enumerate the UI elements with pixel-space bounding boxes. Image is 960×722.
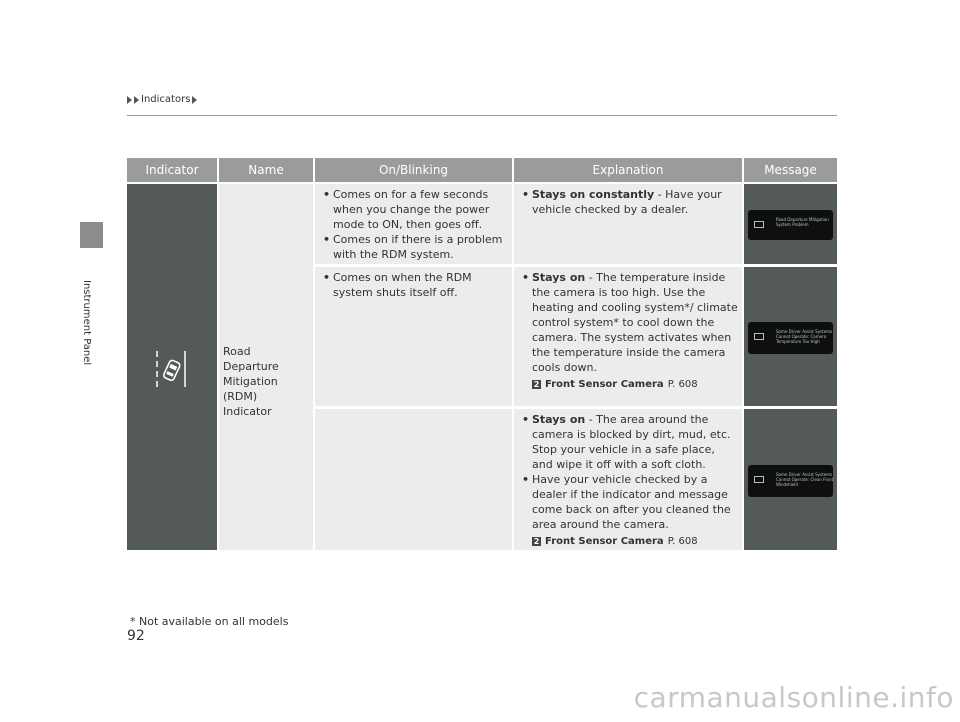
row3-explanation xyxy=(514,409,742,550)
row1-onblink xyxy=(315,184,512,264)
chevron-right-icon xyxy=(134,96,139,104)
message-text: Road Departure Mitigation System Problem xyxy=(776,217,829,227)
list-item xyxy=(518,187,738,217)
section-tab xyxy=(80,222,103,248)
list-item: • Comes on when the RDM system shuts itself off. xyxy=(319,270,508,300)
row2-onblink xyxy=(315,267,512,406)
list-item: • Comes on for a few seconds when you change the power mode to ON, then goes off. xyxy=(319,187,508,232)
expl-bold: Stays on xyxy=(532,413,586,426)
message-text: Some Driver Assist Systems Cannot Operate: Camera Temperature Too High xyxy=(776,329,833,344)
breadcrumb-label: Indicators xyxy=(141,94,191,105)
list-item xyxy=(518,270,738,392)
row1-explanation xyxy=(514,184,742,264)
indicator-name: Road Departure Mitigation (RDM) Indicator xyxy=(219,184,313,550)
message-screen xyxy=(748,465,833,497)
row2-message-cell xyxy=(744,267,837,406)
col-indicator: Indicator xyxy=(127,158,217,182)
col-message: Message xyxy=(744,158,837,182)
ref-label: Front Sensor Camera xyxy=(545,536,664,547)
expl-text: Have your vehicle checked by a dealer if the indicator and message come back on after you cleaned the area around the camera. xyxy=(532,473,731,531)
list-item: • Comes on if there is a problem with the RDM system. xyxy=(319,232,508,262)
message-text: Some Driver Assist Systems Cannot Operate: Clean Front Windshield xyxy=(776,472,834,487)
expl-text: - Have your vehicle checked by a dealer. xyxy=(532,188,722,216)
expl-bold: Stays on constantly xyxy=(532,188,655,201)
ref-label: Front Sensor Camera xyxy=(545,379,664,390)
expl-text: - The area around the camera is blocked by dirt, mud, etc. Stop your vehicle in a safe place, and wipe it off with a soft cloth. xyxy=(532,413,731,471)
rdm-indicator-icon xyxy=(154,349,190,389)
ref-page: P. 608 xyxy=(667,379,698,390)
header-rule xyxy=(127,115,837,116)
camera-icon xyxy=(754,476,764,483)
warning-icon xyxy=(754,221,764,228)
col-onblinking: On/Blinking xyxy=(315,158,512,182)
breadcrumb[interactable] xyxy=(127,94,197,105)
footnote: * Not available on all models xyxy=(130,615,289,628)
side-tab-label: Instrument Panel xyxy=(81,280,92,366)
list-item xyxy=(518,412,738,472)
row2-explanation xyxy=(514,267,742,406)
watermark: carmanualsonline.info xyxy=(633,681,954,714)
list-item xyxy=(518,472,738,549)
expl-text: - The temperature inside the camera is too high. Use the heating and cooling system*/ climate control system* to cool down the camera. The system activates when the temperature inside the camera cools down. xyxy=(532,271,738,374)
col-explanation: Explanation xyxy=(514,158,742,182)
row3-onblink xyxy=(315,409,512,550)
reference-arrow-icon: 2 xyxy=(533,537,540,546)
message-screen xyxy=(748,322,833,354)
expl-bold: Stays on xyxy=(532,271,586,284)
indicator-cell xyxy=(127,184,217,550)
cross-reference[interactable] xyxy=(532,377,738,392)
ref-page: P. 608 xyxy=(667,536,698,547)
message-screen xyxy=(748,210,833,240)
chevron-right-icon xyxy=(127,96,132,104)
camera-icon xyxy=(754,333,764,340)
page-number: 92 xyxy=(127,628,145,644)
chevron-right-icon xyxy=(192,96,197,104)
row1-message-cell xyxy=(744,184,837,264)
reference-arrow-icon: 2 xyxy=(533,380,540,389)
col-name: Name xyxy=(219,158,313,182)
cross-reference[interactable] xyxy=(532,534,738,549)
row3-message-cell xyxy=(744,409,837,550)
